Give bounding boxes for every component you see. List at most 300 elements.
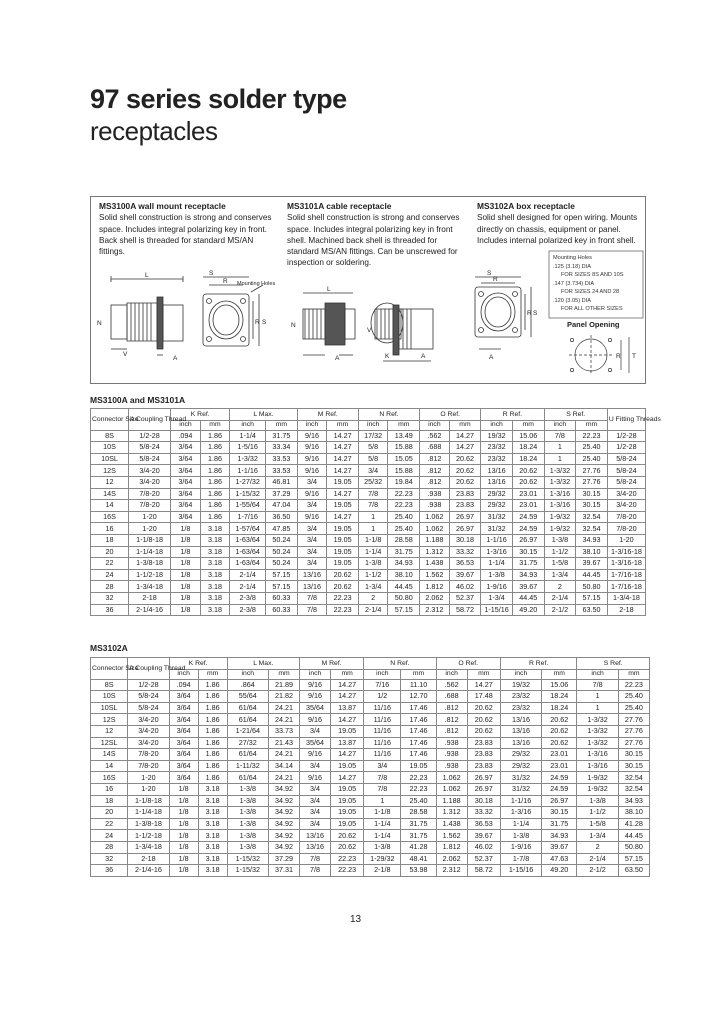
- table-cell: 11/16: [364, 714, 401, 726]
- table-row: [91, 534, 646, 546]
- table-cell: 1-3/8-18: [128, 558, 170, 570]
- table-cell: 22.23: [401, 783, 436, 795]
- table-cell: 17.46: [401, 714, 436, 726]
- table-cell: 28.58: [401, 807, 436, 819]
- table-cell: 1/8: [171, 523, 201, 535]
- table-cell: 1.812: [420, 581, 450, 593]
- table-cell: 1-1/4: [358, 546, 388, 558]
- table-cell: 22.23: [576, 430, 608, 442]
- table-cell: 20.62: [327, 569, 359, 581]
- table-cell: 13/16: [481, 476, 513, 488]
- table-cell: 3/4-20: [128, 714, 169, 726]
- table-cell: 33.32: [449, 546, 481, 558]
- table-cell: 1.438: [436, 818, 467, 830]
- dim-s-2: S: [262, 319, 267, 326]
- table-cell: 55/64: [227, 691, 268, 703]
- table-cell: 27.76: [576, 465, 608, 477]
- table-cell: 1-5/8: [577, 818, 618, 830]
- table-cell: 22.23: [331, 853, 364, 865]
- table-cell: 3/4: [300, 783, 331, 795]
- table-cell: 31.75: [542, 818, 577, 830]
- table-cell: 1-63/64: [230, 546, 266, 558]
- dim-s: S: [209, 270, 214, 277]
- table-cell: 1-3/4: [481, 592, 513, 604]
- table-cell: .938: [420, 500, 450, 512]
- table-cell: 5/8-24: [607, 453, 645, 465]
- table-cell: 19.05: [327, 500, 359, 512]
- table-cell: 3/64: [169, 760, 198, 772]
- table-cell: 31.75: [401, 830, 436, 842]
- table-cell: 25.40: [401, 795, 436, 807]
- table-cell: 1-3/32: [544, 476, 576, 488]
- unit-mm: mm: [542, 669, 577, 679]
- table-cell: 1-3/8: [481, 569, 513, 581]
- table-cell: 1-1/8: [358, 534, 388, 546]
- table-cell: 19/32: [481, 430, 513, 442]
- table-row: [91, 807, 650, 819]
- table-cell: 39.67: [467, 830, 500, 842]
- table-cell: 2-1/4: [230, 569, 266, 581]
- table-cell: 5/8-24: [128, 691, 169, 703]
- table-cell: 19.05: [331, 818, 364, 830]
- table-cell: 1-1/2: [577, 807, 618, 819]
- table-cell: 14.27: [449, 442, 481, 454]
- table-row: [91, 500, 646, 512]
- table-cell: 39.67: [576, 558, 608, 570]
- table-row: [91, 442, 646, 454]
- dim-l-cable: L: [327, 286, 331, 293]
- table-cell: 1/8: [171, 558, 201, 570]
- table-cell: .094: [169, 679, 198, 691]
- table-cell: 3/4: [358, 465, 388, 477]
- table-cell: 2.062: [436, 853, 467, 865]
- table-cell: 50.24: [266, 546, 298, 558]
- unit-mm: mm: [327, 420, 359, 430]
- table-cell: 1/8: [169, 807, 198, 819]
- table-cell: 1.86: [200, 453, 230, 465]
- variant-text: Solid shell designed for open wiring. Mounts directly on chassis, equipment or panel. Includes internal polarized key in front shell.: [477, 213, 638, 245]
- table-cell: 19.05: [327, 546, 359, 558]
- table-cell: 33.73: [268, 725, 299, 737]
- mounting-info-l2: FOR SIZES 8S AND 10S: [561, 272, 624, 278]
- panel-dim-r: R: [616, 353, 621, 360]
- table-cell: 2.312: [420, 604, 450, 616]
- table-cell: 24: [91, 569, 129, 581]
- table-cell: 1-3/32: [230, 453, 266, 465]
- table-cell: 1-3/8: [227, 807, 268, 819]
- mounting-info-l3: .147 (3.734) DIA: [553, 281, 595, 287]
- table-cell: .562: [436, 679, 467, 691]
- dim-s-box: S: [487, 270, 492, 277]
- variant-title: MS3100A wall mount receptacle: [99, 201, 226, 211]
- table-cell: 8S: [91, 430, 129, 442]
- table-cell: 31/32: [500, 783, 541, 795]
- table-cell: 1/8: [171, 534, 201, 546]
- table-cell: 9/16: [300, 749, 331, 761]
- table-cell: 1/8: [169, 818, 198, 830]
- table-cell: 2-3/8: [230, 604, 266, 616]
- table-cell: 29/32: [500, 760, 541, 772]
- table-cell: 26.97: [467, 783, 500, 795]
- table-cell: 1/2: [364, 691, 401, 703]
- table-cell: 9/16: [297, 453, 327, 465]
- table-cell: 7/8: [358, 488, 388, 500]
- table-cell: 34.93: [388, 558, 420, 570]
- table-cell: 3/64: [171, 453, 201, 465]
- table-row: [91, 841, 650, 853]
- col-k: K Ref.: [169, 658, 227, 670]
- table-cell: 20.62: [449, 465, 481, 477]
- table-cell: 63.50: [618, 865, 649, 877]
- table-cell: 32: [91, 853, 128, 865]
- table-cell: 2-18: [128, 853, 169, 865]
- table-cell: 13/16: [500, 725, 541, 737]
- table-cell: 18.24: [542, 702, 577, 714]
- table-cell: 61/64: [227, 749, 268, 761]
- unit-inch: inch: [481, 420, 513, 430]
- cable-drawing: [303, 293, 403, 355]
- table-cell: 7/8: [364, 783, 401, 795]
- table-cell: 1-63/64: [230, 558, 266, 570]
- table-cell: 10SL: [91, 702, 128, 714]
- table-cell: 17.48: [467, 691, 500, 703]
- table-cell: 14S: [91, 749, 128, 761]
- table-cell: 23/32: [500, 691, 541, 703]
- table-cell: 3/64: [171, 465, 201, 477]
- table-row: [91, 702, 650, 714]
- table-cell: 2-1/2: [577, 865, 618, 877]
- col-l: L Max.: [230, 409, 298, 421]
- table-cell: 17/32: [358, 430, 388, 442]
- table-row: [91, 581, 646, 593]
- col-l: L Max.: [227, 658, 299, 670]
- table-cell: 1-3/8: [577, 795, 618, 807]
- table-cell: 20.62: [449, 453, 481, 465]
- col-a: A Coupling Thread: [128, 409, 170, 431]
- table-cell: 19.05: [331, 795, 364, 807]
- table-cell: .688: [436, 691, 467, 703]
- table-cell: 25.40: [576, 453, 608, 465]
- table-cell: 3/64: [169, 737, 198, 749]
- table-cell: 32: [91, 592, 129, 604]
- table-cell: 20: [91, 546, 129, 558]
- table-cell: 30.15: [576, 488, 608, 500]
- table-cell: 1.86: [200, 442, 230, 454]
- table-cell: 2-1/4: [544, 592, 576, 604]
- table-cell: 57.15: [388, 604, 420, 616]
- table-cell: 1-1/8: [364, 807, 401, 819]
- page-subtitle: receptacles: [90, 116, 218, 146]
- table-cell: 1/8: [171, 604, 201, 616]
- table-cell: 19.05: [331, 760, 364, 772]
- table-cell: 44.45: [388, 581, 420, 593]
- table-cell: 3.18: [198, 830, 227, 842]
- table-cell: 22: [91, 818, 128, 830]
- table-cell: 1/8: [171, 569, 201, 581]
- col-n: N Ref.: [364, 658, 436, 670]
- table-cell: 2: [358, 592, 388, 604]
- table-cell: 25.40: [388, 523, 420, 535]
- table-cell: 9/16: [300, 772, 331, 784]
- table-cell: 1.86: [198, 737, 227, 749]
- table-cell: 16S: [91, 772, 128, 784]
- connector-diagrams: [91, 197, 647, 385]
- table-cell: 36.53: [467, 818, 500, 830]
- table-cell: 29/32: [500, 749, 541, 761]
- table-cell: 3.18: [198, 807, 227, 819]
- table-cell: .094: [171, 430, 201, 442]
- table-cell: 1-15/32: [227, 865, 268, 877]
- table-row: [91, 453, 646, 465]
- unit-mm: mm: [388, 420, 420, 430]
- table-cell: 5/8-24: [128, 442, 170, 454]
- table-row: [91, 523, 646, 535]
- table-cell: 7/8-20: [128, 488, 170, 500]
- table-cell: 27/32: [227, 737, 268, 749]
- table-cell: .688: [420, 442, 450, 454]
- table-cell: 1/8: [169, 783, 198, 795]
- table-cell: 23.83: [449, 488, 481, 500]
- table-cell: 1-3/32: [577, 737, 618, 749]
- table-cell: 15.88: [388, 442, 420, 454]
- table-cell: 9/16: [297, 442, 327, 454]
- table-cell: 48.41: [401, 853, 436, 865]
- table-cell: .812: [420, 476, 450, 488]
- table-cell: 14.27: [449, 430, 481, 442]
- table-cell: 23.83: [467, 737, 500, 749]
- table-cell: 26.97: [512, 534, 544, 546]
- table-cell: 37.29: [266, 488, 298, 500]
- table-cell: 22.23: [327, 604, 359, 616]
- page-title: 97 series solder type: [90, 84, 347, 114]
- table-cell: 57.15: [266, 581, 298, 593]
- table-cell: 9/16: [297, 430, 327, 442]
- col-s: S Ref.: [577, 658, 650, 670]
- table-cell: 58.72: [449, 604, 481, 616]
- table-cell: 1-15/32: [230, 488, 266, 500]
- dim-k: K: [385, 353, 390, 360]
- table-cell: 1-3/8-18: [128, 818, 169, 830]
- col-r: R Ref.: [500, 658, 577, 670]
- table-cell: 15.06: [542, 679, 577, 691]
- table-cell: 3/4-20: [128, 476, 170, 488]
- table-cell: 2-1/4: [358, 604, 388, 616]
- table-cell: 34.92: [268, 795, 299, 807]
- table-cell: 1/2-28: [128, 679, 169, 691]
- dim-l: L: [145, 272, 149, 279]
- table-cell: 13.87: [331, 702, 364, 714]
- table-cell: 2-18: [128, 592, 170, 604]
- table-cell: 1-20: [128, 783, 169, 795]
- table-cell: 1-1/4: [481, 558, 513, 570]
- table-cell: 31.75: [266, 430, 298, 442]
- table-cell: 1.86: [198, 691, 227, 703]
- table-cell: 14.27: [331, 749, 364, 761]
- table-row: [91, 830, 650, 842]
- table-cell: 3/4-20: [128, 725, 169, 737]
- table-cell: 24.59: [512, 523, 544, 535]
- table-cell: 1-15/16: [481, 604, 513, 616]
- table-cell: 60.33: [266, 592, 298, 604]
- col-o: O Ref.: [436, 658, 500, 670]
- table-cell: 3/64: [171, 442, 201, 454]
- dim-r-box-2: R: [527, 310, 532, 317]
- table-cell: 16S: [91, 511, 129, 523]
- table-cell: 57.15: [576, 592, 608, 604]
- table-cell: 27.76: [618, 714, 649, 726]
- table-cell: 2.312: [436, 865, 467, 877]
- table-cell: 5/8: [358, 442, 388, 454]
- table-cell: 34.92: [268, 807, 299, 819]
- table-cell: 11.10: [401, 679, 436, 691]
- table1-body: [91, 430, 646, 616]
- table-cell: 3.18: [198, 795, 227, 807]
- table-cell: 10SL: [91, 453, 129, 465]
- table-cell: 36.50: [266, 511, 298, 523]
- table-cell: 7/8: [300, 853, 331, 865]
- table-cell: 20: [91, 807, 128, 819]
- table-cell: 16: [91, 523, 129, 535]
- table-cell: 14.27: [331, 679, 364, 691]
- dim-n: N: [97, 320, 102, 327]
- table-cell: 1-3/8: [500, 830, 541, 842]
- table-cell: 20.62: [542, 737, 577, 749]
- dim-v: V: [123, 351, 128, 358]
- wall-mount-drawing: [111, 276, 263, 355]
- table-cell: 3.18: [200, 534, 230, 546]
- table-cell: 1.062: [420, 511, 450, 523]
- table-cell: 3.18: [198, 783, 227, 795]
- mounting-info-title: Mounting Holes: [553, 255, 592, 261]
- table-cell: 1-3/8: [227, 818, 268, 830]
- table-cell: 7/16: [364, 679, 401, 691]
- table-cell: 24.21: [268, 749, 299, 761]
- table-cell: 22.23: [331, 865, 364, 877]
- table-cell: 60.33: [266, 604, 298, 616]
- table-cell: 1-3/4: [577, 830, 618, 842]
- table-cell: 3/4: [300, 795, 331, 807]
- table-cell: 1.86: [198, 702, 227, 714]
- unit-inch: inch: [230, 420, 266, 430]
- table-cell: 1-3/32: [577, 725, 618, 737]
- table-cell: 31/32: [500, 772, 541, 784]
- table-cell: 22.23: [388, 488, 420, 500]
- table-cell: 34.92: [268, 830, 299, 842]
- table-cell: 1-9/32: [544, 511, 576, 523]
- table-cell: 34.93: [576, 534, 608, 546]
- table-cell: 19.05: [331, 807, 364, 819]
- dim-v-box: V: [367, 327, 372, 334]
- unit-mm: mm: [401, 669, 436, 679]
- table-cell: 3/64: [169, 772, 198, 784]
- table-cell: 34.92: [268, 841, 299, 853]
- table-cell: 27.76: [618, 737, 649, 749]
- table-cell: 1/8: [171, 592, 201, 604]
- table-cell: 1: [577, 702, 618, 714]
- table-cell: 29/32: [481, 488, 513, 500]
- table-row: [91, 592, 646, 604]
- table-cell: 30.18: [467, 795, 500, 807]
- table-row: [91, 795, 650, 807]
- col-o: O Ref.: [420, 409, 481, 421]
- table-cell: 1-1/4-18: [128, 546, 170, 558]
- table-cell: 1-3/16-18: [607, 558, 645, 570]
- table-cell: 27.76: [576, 476, 608, 488]
- table-row: [91, 604, 646, 616]
- table-cell: 9/16: [297, 488, 327, 500]
- table-row: [91, 511, 646, 523]
- table-cell: 1: [358, 523, 388, 535]
- table-cell: 50.80: [576, 581, 608, 593]
- table-cell: 31.75: [388, 546, 420, 558]
- table-cell: 5/8: [358, 453, 388, 465]
- table-cell: 23/32: [481, 442, 513, 454]
- table-cell: 32.54: [618, 783, 649, 795]
- unit-inch: inch: [420, 420, 450, 430]
- table-cell: 7/8: [297, 592, 327, 604]
- table-cell: 3/4: [364, 760, 401, 772]
- table-cell: 1.062: [436, 772, 467, 784]
- table-cell: 1-20: [128, 523, 170, 535]
- table-cell: 21.82: [268, 691, 299, 703]
- table-cell: 28.58: [388, 534, 420, 546]
- table-cell: 1-1/8-18: [128, 534, 170, 546]
- col-s: S Ref.: [544, 409, 607, 421]
- table-cell: 15.05: [388, 453, 420, 465]
- mounting-holes-label: Mounting Holes: [237, 281, 276, 287]
- table-row: [91, 714, 650, 726]
- table-cell: 47.63: [542, 853, 577, 865]
- table-cell: 14.27: [331, 772, 364, 784]
- col-m: M Ref.: [300, 658, 364, 670]
- table-cell: 1-1/16: [500, 795, 541, 807]
- table-cell: 1-1/2-18: [128, 569, 170, 581]
- table-cell: 50.24: [266, 558, 298, 570]
- table-cell: 1-3/16: [577, 760, 618, 772]
- table-cell: 41.28: [401, 841, 436, 853]
- table-cell: 26.97: [467, 772, 500, 784]
- table-cell: 13.49: [388, 430, 420, 442]
- table-cell: 39.67: [449, 569, 481, 581]
- dim-a-cable: A: [335, 355, 340, 362]
- section-ms3100a-ms3101a: MS3100A and MS3101A: [90, 395, 186, 405]
- table-cell: 32.54: [576, 523, 608, 535]
- table-cell: 19.05: [401, 760, 436, 772]
- table-cell: 34.93: [618, 795, 649, 807]
- unit-mm: mm: [512, 420, 544, 430]
- table-cell: 28: [91, 841, 128, 853]
- table-cell: 1-1/16: [481, 534, 513, 546]
- table-cell: 27.76: [618, 725, 649, 737]
- table-cell: 34.93: [512, 569, 544, 581]
- table-cell: 2-1/4-16: [128, 604, 170, 616]
- dim-a-box: A: [421, 353, 426, 360]
- table-cell: 3.18: [200, 604, 230, 616]
- table-cell: 33.34: [266, 442, 298, 454]
- table-cell: 57.15: [266, 569, 298, 581]
- table-cell: 1-3/8: [364, 841, 401, 853]
- table-cell: .938: [436, 737, 467, 749]
- unit-mm: mm: [467, 669, 500, 679]
- table-cell: 24.59: [512, 511, 544, 523]
- table-cell: 3/4: [300, 760, 331, 772]
- table-cell: 1.86: [198, 725, 227, 737]
- table-cell: 3/4-20: [607, 500, 645, 512]
- table-cell: 28: [91, 581, 129, 593]
- table-cell: 7/8: [358, 500, 388, 512]
- table-cell: 46.02: [467, 841, 500, 853]
- table-cell: 39.67: [512, 581, 544, 593]
